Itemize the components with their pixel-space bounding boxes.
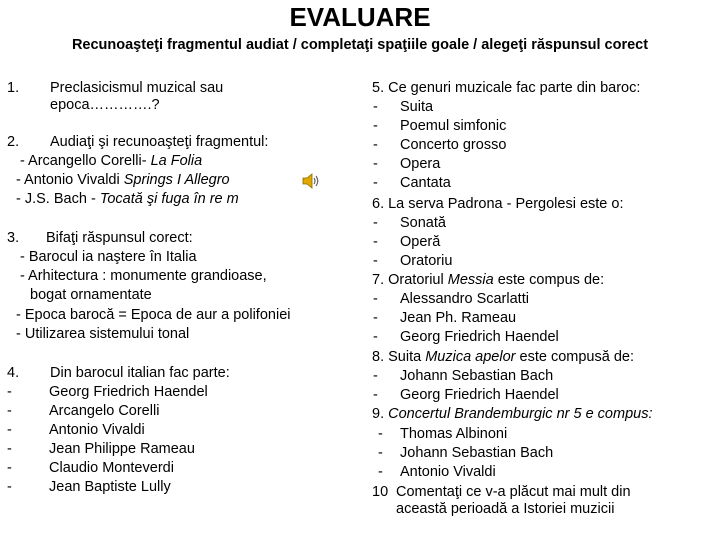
page-title: EVALUARE [289, 2, 431, 32]
q4-dash: - [7, 384, 12, 400]
speaker-icon[interactable] [300, 170, 322, 192]
q9-item: Thomas Albinoni [400, 426, 508, 442]
q4-dash: - [7, 403, 12, 419]
q9-text: 9. Concertul Brandemburgic nr 5 e compus: [372, 406, 653, 422]
q3-option-cont: bogat ornamentate [30, 287, 152, 303]
q5-item: Poemul simfonic [400, 118, 507, 134]
q5-dash: - [373, 118, 378, 134]
q4-item: Claudio Monteverdi [49, 460, 174, 476]
q6-item: Sonată [400, 215, 446, 231]
q3-number: 3. [7, 230, 20, 246]
q9-item: Antonio Vivaldi [400, 464, 496, 480]
q4-item: Antonio Vivaldi [49, 422, 145, 438]
instructions: Recunoaşteţi fragmentul audiat / completaţi spaţiile goale / alegeţi răspunsul corect [71, 37, 649, 53]
q5-item: Concerto grosso [400, 137, 507, 153]
q7-dash: - [373, 329, 378, 345]
q6-text: 6. La serva Padrona - Pergolesi este o: [372, 196, 624, 212]
q4-number: 4. [7, 365, 20, 381]
q9-dash: - [378, 445, 383, 461]
q5-item: Opera [400, 156, 441, 172]
q3-option[interactable]: - Barocul ia naştere în Italia [20, 249, 197, 265]
q3-option[interactable]: - Arhitectura : monumente grandioase, [20, 268, 267, 284]
q4-item: Jean Baptiste Lully [49, 479, 171, 495]
q5-dash: - [373, 175, 378, 191]
q7-item: Alessandro Scarlatti [400, 291, 529, 307]
q7-dash: - [373, 310, 378, 326]
q8-item: Johann Sebastian Bach [400, 368, 554, 384]
q9-dash: - [378, 426, 383, 442]
q7-dash: - [373, 291, 378, 307]
q6-dash: - [373, 215, 378, 231]
q9-dash: - [378, 464, 383, 480]
q8-text: 8. Suita Muzica apelor este compusă de: [372, 349, 634, 365]
q5-item: Cantata [400, 175, 451, 191]
q5-item: Suita [400, 99, 434, 115]
q8-dash: - [373, 387, 378, 403]
q6-dash: - [373, 234, 378, 250]
q2-item: - J.S. Bach - Tocată şi fuga în re m [16, 191, 239, 207]
q7-text: 7. Oratoriul Messia este compus de: [372, 272, 605, 288]
q2-item: - Arcangello Corelli- La Folia [20, 153, 203, 169]
q2-text: Audiaţi şi recunoaşteţi fragmentul: [50, 134, 269, 150]
q10-line2: această perioadă a Istoriei muzicii [396, 501, 615, 517]
q4-dash: - [7, 479, 12, 495]
q3-option[interactable]: - Epoca barocă = Epoca de aur a polifoniei [16, 307, 291, 323]
q4-item: Georg Friedrich Haendel [49, 384, 208, 400]
q4-dash: - [7, 441, 12, 457]
q5-text: 5. Ce genuri muzicale fac parte din baroc: [372, 80, 641, 96]
q4-text: Din barocul italian fac parte: [50, 365, 230, 381]
q5-dash: - [373, 137, 378, 153]
q7-item: Jean Ph. Rameau [400, 310, 517, 326]
q2-number: 2. [7, 134, 20, 150]
q5-dash: - [373, 156, 378, 172]
q6-item: Oratoriu [400, 253, 453, 269]
q2-item: - Antonio Vivaldi Springs I Allegro [16, 172, 230, 188]
q9-item: Johann Sebastian Bach [400, 445, 554, 461]
q4-dash: - [7, 460, 12, 476]
q10-number: 10 [372, 484, 389, 500]
q5-dash: - [373, 99, 378, 115]
q4-dash: - [7, 422, 12, 438]
q8-dash: - [373, 368, 378, 384]
q10-line1: Comentaţi ce v-a plăcut mai mult din [396, 484, 631, 500]
q3-option[interactable]: - Utilizarea sistemului tonal [16, 326, 190, 342]
q6-dash: - [373, 253, 378, 269]
q1-line2: epoca………….? [50, 97, 160, 113]
q6-item: Operă [400, 234, 441, 250]
q4-item: Jean Philippe Rameau [49, 441, 195, 457]
q4-item: Arcangelo Corelli [49, 403, 160, 419]
q1-number: 1. [7, 80, 20, 96]
q8-item: Georg Friedrich Haendel [400, 387, 559, 403]
q1-line1: Preclasicismul muzical sau [50, 80, 224, 96]
q3-text: Bifaţi răspunsul corect: [46, 230, 193, 246]
q7-item: Georg Friedrich Haendel [400, 329, 559, 345]
